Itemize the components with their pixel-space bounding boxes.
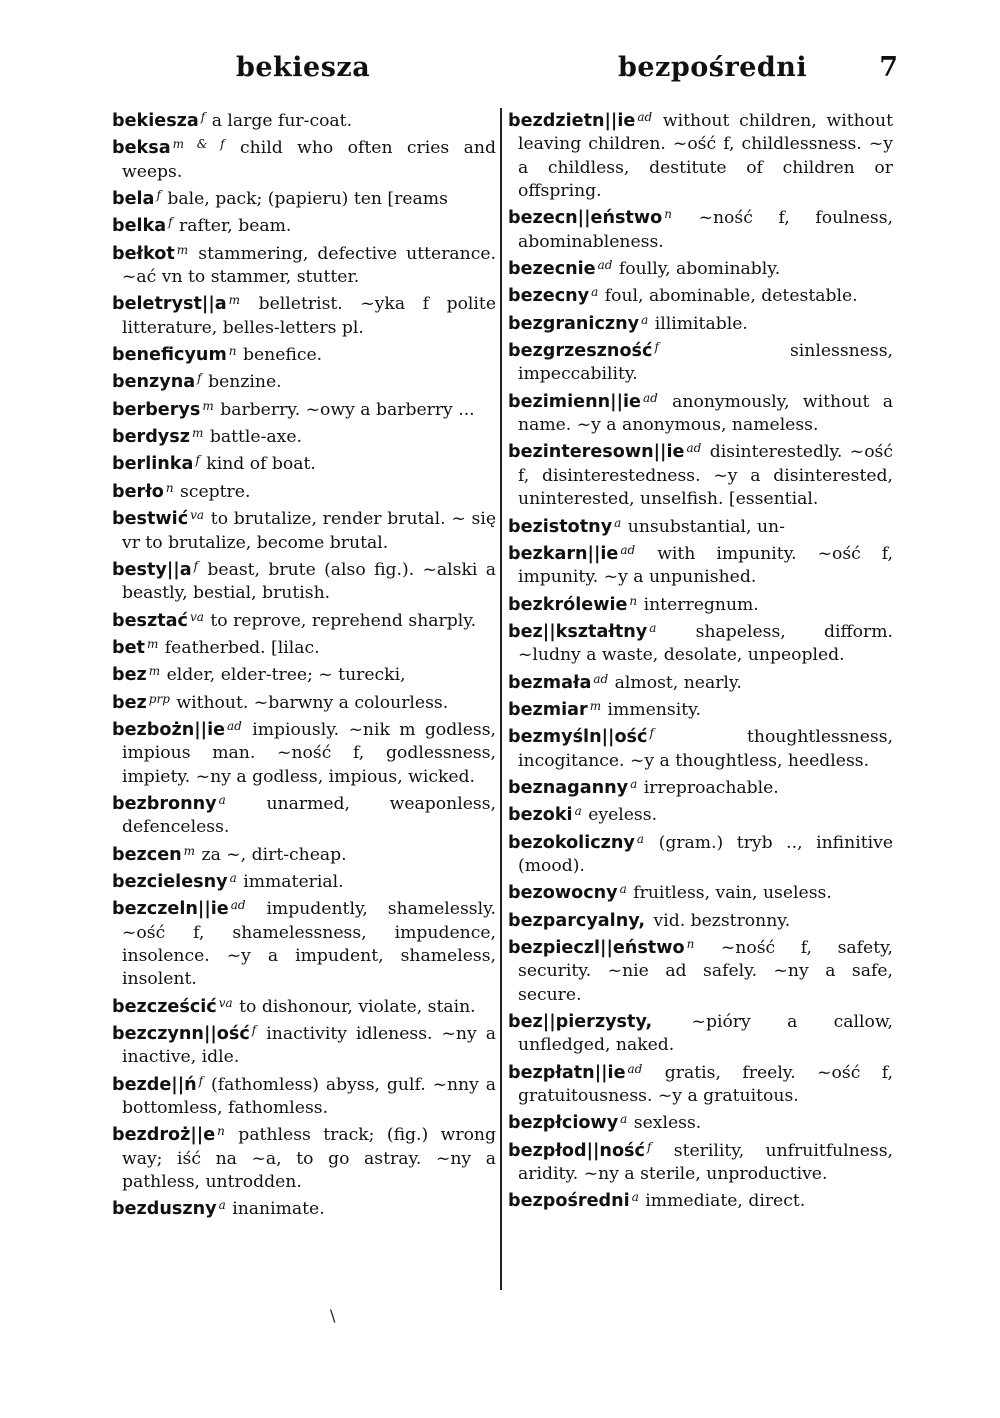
entry-definition: unarmed, weaponless, defenceless. <box>122 793 496 838</box>
entry-definition: disinterestedly. ~ość f, disinterestedness. ~y a disinterested, uninterested, unselfish. [essential. <box>518 442 893 510</box>
entry-definition: sterility, unfruitfulness, aridity. ~ny a sterile, unproductive. <box>518 1140 893 1185</box>
dictionary-entry <box>508 512 893 539</box>
entry-grammar: f <box>654 340 659 355</box>
dictionary-entry <box>112 1070 496 1121</box>
entry-headword: bezmyśln||ość <box>508 727 648 748</box>
entry-headword: bezecnie <box>508 259 596 280</box>
entry-headword: bet <box>112 637 145 658</box>
entry-grammar: ad <box>230 898 246 913</box>
entry-headword: bezcześcić <box>112 996 217 1017</box>
dictionary-entry <box>112 789 496 840</box>
entry-grammar: ad <box>227 718 242 733</box>
entry-definition: benzine. <box>202 372 282 393</box>
dictionary-entry <box>112 422 496 449</box>
entry-definition: a large fur-coat. <box>206 111 353 131</box>
dictionary-entry <box>112 555 496 606</box>
entry-headword: bezmała <box>508 672 592 693</box>
dictionary-entry <box>508 387 893 438</box>
dictionary-entry <box>508 1007 893 1058</box>
entry-grammar: a <box>218 1198 226 1213</box>
entry-definition: stammering, defective utterance. ~ać vn to stammer, stutter. <box>122 243 496 288</box>
entry-definition: immensity. <box>602 699 701 720</box>
entry-headword: bez <box>112 665 147 686</box>
entry-grammar: a <box>649 620 657 635</box>
entry-headword: bezbronny <box>112 793 217 814</box>
entry-headword: bez <box>112 692 147 713</box>
entry-headword: bezcen <box>112 844 182 865</box>
entry-headword: bezbożn||ie <box>112 719 226 740</box>
entry-grammar: n <box>629 593 638 608</box>
entry-definition: to brutalize, render brutal. ~ się vr to brutalize, become brutal. <box>122 509 496 553</box>
entry-headword: beneficyum <box>112 345 227 366</box>
entry-headword: bezecny <box>508 286 590 307</box>
dictionary-entry <box>112 449 496 476</box>
entry-definition: thoughtlessness, incogitance. ~y a thoughtless, heedless. <box>518 727 893 771</box>
entry-grammar: n <box>165 480 174 495</box>
dictionary-entry <box>508 906 893 933</box>
entry-grammar: m <box>176 242 189 257</box>
entry-grammar: f <box>197 371 202 386</box>
entry-definition: za ~, dirt-cheap. <box>196 844 347 865</box>
dictionary-entry <box>508 722 893 773</box>
right-column <box>508 106 893 1214</box>
dictionary-entry <box>112 840 496 867</box>
entry-definition: barberry. ~owy a barberry ... <box>214 399 475 420</box>
entry-definition: sceptre. <box>174 481 251 502</box>
entry-grammar: va <box>189 609 204 624</box>
entry-definition: to reprove, reprehend sharply. <box>204 610 477 631</box>
entry-headword: bezparcyalny, <box>508 910 646 931</box>
entry-grammar: ad <box>620 542 636 557</box>
entry-headword: bezcielesny <box>112 871 228 892</box>
entry-headword: bezokoliczny <box>508 832 635 853</box>
entry-headword: bez||kształtny <box>508 621 648 642</box>
dictionary-entry <box>508 668 893 695</box>
entry-definition: fruitless, vain, useless. <box>627 883 832 904</box>
entry-grammar: m <box>228 293 241 308</box>
entry-definition: beast, brute (also fig.). ~alski a beastly, bestial, brutish. <box>122 559 496 604</box>
entry-definition: sexless. <box>628 1113 702 1134</box>
dictionary-entry <box>508 1136 893 1187</box>
entry-grammar: m <box>148 664 161 679</box>
entry-definition: to dishonour, violate, stain. <box>233 996 476 1017</box>
entry-definition: inanimate. <box>226 1199 325 1220</box>
entry-headword: bezecn||eństwo <box>508 208 663 229</box>
entry-definition: impudently, shamelessly. ~ość f, shamelessness, impudence, insolence. ~y a impudent, shameless, insolent. <box>122 899 496 990</box>
entry-grammar: a <box>619 882 627 897</box>
entry-headword: bela <box>112 189 155 210</box>
dictionary-entry <box>508 254 893 281</box>
entry-definition: battle-axe. <box>204 427 302 448</box>
dictionary-entry <box>112 184 496 211</box>
stray-mark: \ <box>330 1306 336 1325</box>
entry-headword: bestwić <box>112 509 189 530</box>
entry-definition: interregnum. <box>638 594 759 615</box>
entry-definition: belletrist. ~yka f polite litterature, belles-letters pl. <box>122 294 496 338</box>
entry-headword: bezinteresown||ie <box>508 442 685 463</box>
entry-headword: bezowocny <box>508 883 618 904</box>
entry-grammar: a <box>218 792 226 807</box>
entry-definition: sinlessness, impeccability. <box>518 341 893 385</box>
dictionary-entry <box>112 133 496 184</box>
entry-headword: bezde||ń <box>112 1074 197 1095</box>
dictionary-entry <box>112 289 496 340</box>
dictionary-entry <box>508 828 893 879</box>
entry-headword: bezpłatn||ie <box>508 1062 626 1083</box>
entry-headword: beznaganny <box>508 777 629 798</box>
entry-grammar: a <box>631 1190 639 1205</box>
entry-definition: shapeless, difform. ~ludny a waste, desolate, unpeopled. <box>518 621 893 666</box>
entry-grammar: ad <box>637 110 653 124</box>
entry-grammar: f <box>168 215 173 230</box>
entry-grammar: f <box>200 110 206 124</box>
entry-grammar: va <box>218 995 233 1010</box>
dictionary-entry <box>112 340 496 367</box>
entry-grammar: a <box>641 312 649 327</box>
dictionary-entry <box>112 477 496 504</box>
entry-headword: berlinka <box>112 454 194 475</box>
entry-headword: berło <box>112 481 164 502</box>
entry-definition: foully, abominably. <box>613 259 781 280</box>
entry-headword: bezduszny <box>112 1199 217 1220</box>
entry-grammar: ad <box>593 671 609 686</box>
entry-headword: bezpośredni <box>508 1191 630 1212</box>
entry-definition: pathless track; (fig.) wrong way; iść na ~a, to go astray. ~ny a pathless, untrodden. <box>122 1125 496 1193</box>
dictionary-entry <box>112 106 496 133</box>
entry-grammar: a <box>591 285 599 300</box>
entry-grammar: m <box>202 398 214 413</box>
entry-grammar: m <box>589 698 602 713</box>
entry-headword: bezpieczl||eństwo <box>508 938 685 958</box>
entry-definition: elder, elder-tree; ~ turecki, <box>161 665 406 686</box>
dictionary-entry <box>112 1120 496 1194</box>
dictionary-entry <box>112 688 496 715</box>
entry-grammar: ad <box>597 258 613 273</box>
entry-grammar: f <box>198 1073 204 1088</box>
entry-headword: besty||a <box>112 559 192 580</box>
left-guide-word: bekiesza <box>236 52 371 83</box>
entry-definition: (gram.) tryb .., infinitive (mood). <box>518 832 893 876</box>
page-number: 7 <box>879 52 898 83</box>
left-column <box>112 106 496 1222</box>
dictionary-entry <box>112 992 496 1019</box>
entry-grammar: f <box>156 188 161 203</box>
entry-headword: berdysz <box>112 427 190 448</box>
entry-grammar: ad <box>642 390 658 405</box>
dictionary-entry <box>508 1186 893 1213</box>
entry-grammar: ad <box>686 441 702 456</box>
entry-definition: vid. bezstronny. <box>648 910 791 931</box>
dictionary-entry <box>508 106 893 203</box>
entry-grammar: a <box>620 1112 628 1127</box>
entry-headword: bezimienn||ie <box>508 391 641 412</box>
entry-headword: bezdroż||e <box>112 1125 216 1146</box>
page-header <box>108 52 898 96</box>
dictionary-entry <box>112 504 496 555</box>
entry-grammar: n <box>664 207 672 222</box>
entry-grammar: f <box>193 558 199 573</box>
dictionary-entry <box>508 309 893 336</box>
entry-headword: bezkarn||ie <box>508 543 619 564</box>
entry-headword: besztać <box>112 610 188 631</box>
dictionary-entry <box>508 617 893 668</box>
entry-definition: featherbed. [lilac. <box>159 637 320 658</box>
entry-definition: ~ność f, foulness, abominableness. <box>518 208 893 252</box>
entry-definition: irreproachable. <box>638 777 779 798</box>
entry-grammar: va <box>190 508 205 523</box>
dictionary-entry <box>508 1108 893 1135</box>
entry-definition: child who often cries and weeps. <box>122 138 496 182</box>
entry-grammar: m <box>183 843 196 858</box>
dictionary-entry <box>112 395 496 422</box>
entry-headword: bezgrzeszność <box>508 341 653 362</box>
dictionary-entry <box>112 239 496 290</box>
dictionary-entry <box>112 633 496 660</box>
entry-grammar: n <box>686 937 695 951</box>
dictionary-entry <box>112 367 496 394</box>
entry-grammar: m <box>146 636 159 651</box>
entry-grammar: m & f <box>172 137 225 152</box>
entry-headword: bezdzietn||ie <box>508 111 636 131</box>
dictionary-entry <box>112 606 496 633</box>
dictionary-entry <box>112 1194 496 1221</box>
entry-grammar: a <box>636 831 645 846</box>
entry-headword: beletryst||a <box>112 294 227 315</box>
dictionary-entry <box>508 800 893 827</box>
entry-grammar: m <box>191 426 204 441</box>
entry-definition: anonymously, without a name. ~y a anonymous, nameless. <box>518 391 893 436</box>
column-divider <box>500 108 502 1290</box>
entry-headword: bezczynn||ość <box>112 1024 250 1045</box>
entry-definition: inactivity idleness. ~ny a inactive, idle. <box>122 1024 496 1068</box>
dictionary-entry <box>508 773 893 800</box>
dictionary-entry <box>508 437 893 511</box>
entry-grammar: n <box>217 1124 225 1139</box>
entry-definition: ~ność f, safety, security. ~nie ad safely. ~ny a safe, secure. <box>518 938 893 1005</box>
entry-headword: bezpłod||ność <box>508 1140 645 1161</box>
dictionary-entry <box>112 211 496 238</box>
dictionary-entry <box>508 878 893 905</box>
entry-definition: rafter, beam. <box>173 216 292 237</box>
dictionary-entry <box>508 539 893 590</box>
entry-grammar: ad <box>627 1061 643 1076</box>
entry-headword: bełkot <box>112 243 175 264</box>
dictionary-entry <box>508 203 893 254</box>
entry-headword: benzyna <box>112 372 196 393</box>
entry-definition: illimitable. <box>649 313 748 334</box>
entry-grammar: a <box>574 804 582 819</box>
dictionary-entry <box>508 336 893 387</box>
entry-headword: beksa <box>112 138 171 159</box>
entry-headword: belka <box>112 216 167 237</box>
entry-definition: unsubstantial, un- <box>622 516 785 537</box>
entry-grammar: f <box>646 1139 652 1154</box>
entry-definition: gratis, freely. ~ość f, gratuitousness. ~y a gratuitous. <box>518 1062 893 1107</box>
entry-grammar: n <box>228 344 237 359</box>
entry-definition: impiously. ~nik m godless, impious man. ~ność f, godlessness, impiety. ~ny a godless, impious, wicked. <box>122 719 496 787</box>
entry-definition: without children, without leaving children. ~ość f, childlessness. ~y a childless, destitute of children or offspring. <box>518 111 893 202</box>
entry-headword: bezistotny <box>508 516 613 537</box>
entry-headword: bekiesza <box>112 111 199 131</box>
entry-headword: bezgraniczny <box>508 313 640 334</box>
entry-grammar: f <box>195 453 200 468</box>
dictionary-entry <box>508 281 893 308</box>
entry-definition: foul, abominable, detestable. <box>599 286 858 307</box>
entry-grammar: a <box>614 515 622 530</box>
entry-grammar: prp <box>148 691 170 706</box>
dictionary-entry <box>112 1019 496 1070</box>
entry-grammar: a <box>630 776 638 791</box>
dictionary-entry <box>112 894 496 991</box>
dictionary-entry <box>112 660 496 687</box>
entry-grammar: f <box>649 726 654 741</box>
entry-definition: almost, nearly. <box>609 672 742 693</box>
entry-headword: bez||pierzysty, <box>508 1012 653 1033</box>
entry-definition: benefice. <box>237 345 323 366</box>
entry-headword: bezkrólewie <box>508 594 628 615</box>
entry-headword: berberys <box>112 399 201 420</box>
entry-definition: immaterial. <box>237 871 344 892</box>
dictionary-entry <box>508 933 893 1007</box>
dictionary-entry <box>508 1058 893 1109</box>
dictionary-entry <box>508 695 893 722</box>
entry-headword: bezmiar <box>508 699 588 720</box>
dictionary-entry <box>112 867 496 894</box>
dictionary-entry <box>112 715 496 789</box>
entry-definition: bale, pack; (papieru) ten [reams <box>161 189 448 210</box>
right-guide-word: bezpośredni <box>618 52 808 83</box>
entry-grammar: a <box>229 870 237 885</box>
entry-definition: kind of boat. <box>200 454 316 475</box>
entry-headword: bezpłciowy <box>508 1113 619 1134</box>
entry-definition: eyeless. <box>582 805 658 826</box>
entry-definition: immediate, direct. <box>639 1191 806 1212</box>
entry-definition: without. ~barwny a colourless. <box>170 692 449 713</box>
entry-definition: (fathomless) abyss, gulf. ~nny a bottomless, fathomless. <box>122 1074 496 1119</box>
entry-headword: bezoki <box>508 805 573 826</box>
dictionary-entry <box>508 590 893 617</box>
entry-definition: with impunity. ~ość f, impunity. ~y a unpunished. <box>518 543 893 588</box>
entry-definition: ~pióry a callow, unfledged, naked. <box>518 1012 893 1056</box>
entry-headword: bezczeln||ie <box>112 899 229 920</box>
entry-grammar: f <box>251 1023 257 1038</box>
